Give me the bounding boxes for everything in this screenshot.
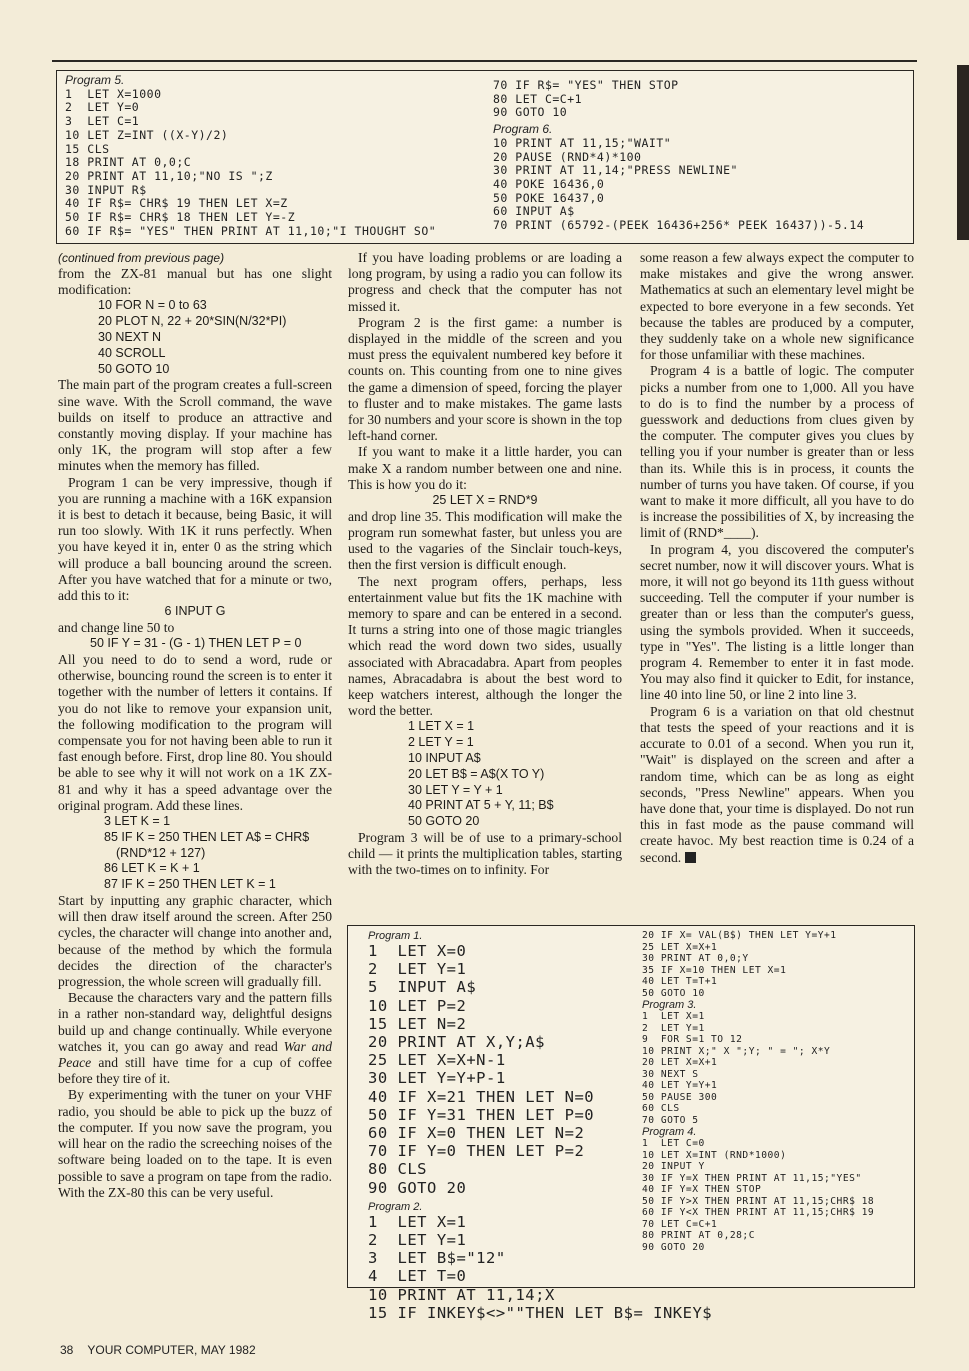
code-line: (RND*12 + 127) [116,845,206,860]
code-line: 20 LET B$ = A$(X TO Y) [408,766,545,781]
code-line: 15 LET N=2 [368,1014,467,1033]
code-line: 20 PLOT N, 22 + 20*SIN(N/32*PI) [98,314,287,329]
program-1-label: Program 1. [368,930,423,942]
code-line: 40 LET T=T+1 [642,976,718,987]
code-line: 10 PRINT AT 11,14;X [368,1285,555,1304]
paragraph: By experimenting with the tuner on your VHF radio, you should be able to pick up the buzz of the computer. If you now save the program, you will hear on the radio the screeching noises of the software being loaded on to the tape. It is even possible to save a program on tape from the radio. With the ZX-80 this can be very useful. [58,1087,332,1200]
code-line: 30 INPUT R$ [65,182,147,197]
program-4-label: Program 4. [642,1126,697,1138]
code-line: 10 PRINT AT 11,15;"WAIT" [493,135,672,150]
code-line: 10 LET Z=INT ((X-Y)/2) [65,127,229,142]
program-5-label: Program 5. [65,73,125,87]
end-of-article-icon [685,852,696,863]
code-line: 40 PRINT AT 5 + Y, 11; B$ [408,798,554,813]
code-line: 40 IF R$= CHR$ 19 THEN LET X=Z [65,196,288,211]
paragraph: The next program offers, perhaps, less entertainment value but fits the 1K machine with memory to spare and can be entered in a second. It turns a string into one of those magic triangles which read the word down two sides, usually associated with Abracadabra. Apart from peoples names, Abracadabra is about the best word to keep watchers interest, although the longer the word the better. [348,573,622,719]
top-listing-box [56,70,914,244]
code-line: 70 GOTO 5 [642,1114,699,1126]
code-line: 2 LET Y = 1 [408,735,474,750]
code-line: 25 LET X=X+N-1 [368,1051,506,1070]
code-line: 30 LET Y = Y + 1 [408,782,503,797]
paragraph: and change line 50 to [58,620,175,636]
code-line: 10 PRINT X;" X ";Y; " = "; X*Y [642,1045,831,1057]
continued-note: (continued from previous page) [58,251,225,265]
article-column-1 [58,250,332,1201]
code-line: 10 LET P=2 [368,996,467,1015]
paragraph: Program 1 can be very impressive, though if you are running a machine with a 16K expansion it is best to detach it because, being Basic, it will run too slowly. With 1K it runs perfectly. When you have keyed it in, enter 0 as the string which will produce a ball bouncing around the screen. After you have watched that for a minute or two, add this to it: [58,474,332,604]
code-line: 30 NEXT S [642,1068,699,1080]
code-line: 90 GOTO 20 [368,1178,467,1197]
code-line: 5 INPUT A$ [368,978,477,997]
code-line: 50 IF Y>X THEN PRINT AT 11,15;CHR$ 18 [642,1195,875,1207]
book-title: War and Peace [58,1038,333,1071]
paragraph: Program 3 will be of use to a primary-school child — it prints the multiplication tables, starting with the two-times on to infinity. For [348,830,622,878]
page-footer [60,1343,256,1357]
code-line: 30 IF Y=X THEN PRINT AT 11,15;"YES" [642,1172,862,1184]
code-line: 30 PRINT AT 0,0;Y [642,953,749,964]
code-line: 18 PRINT AT 0,0;C [65,155,192,170]
code-line: 40 SCROLL [98,345,166,360]
code-line: 40 IF Y=X THEN STOP [642,1184,762,1195]
code-line: 90 GOTO 10 [493,105,568,120]
code-line: 50 PAUSE 300 [642,1091,718,1103]
code-line: 70 IF Y=0 THEN LET P=2 [368,1142,585,1161]
code-line: 20 PRINT AT X,Y;A$ [368,1033,545,1052]
code-line: 86 LET K = K + 1 [104,861,200,876]
article-column-2 [348,250,622,879]
page-number: 38 [60,1343,74,1357]
program-3-label: Program 3. [642,999,697,1011]
code-line: 3 LET K = 1 [104,814,171,829]
article-column-3 [640,250,914,866]
paragraph: All you need to do to send a word, rude or otherwise, bouncing round the screen is to enter it together with the number of letters it contains. If you do not like to remove your expansion unit, the following modification to the program will compensate you for not having been able to run it fast enough before. First, drop line 80. You should be able to see why it will not work on a 1K ZX-81 and why it has a speed advantage over the original program. Add these lines. [58,652,332,813]
code-line: 60 CLS [642,1103,680,1114]
bottom-listing-box [347,925,915,1322]
code-line: 30 LET Y=Y+P-1 [368,1069,506,1088]
code-line: 50 GOTO 20 [408,814,480,829]
paragraph: some reason a few always expect the computer to make mistakes and give the wrong answer. Mathematics at such an elementary level might be expected to bore everyone in a few seconds. Yet because the tables are produced by a computer, they suddenly take on a whole new significance for those unfamiliar with these machines. [640,250,914,363]
code-line: 30 NEXT N [98,330,161,344]
code-line: 3 LET C=1 [65,114,140,129]
code-line: 20 PAUSE (RND*4)*100 [493,149,642,164]
code-line: 70 PRINT (65792-(PEEK 16436+256* PEEK 16437))-5.14 [493,218,865,233]
code-line: 15 IF INKEY$<>""THEN LET B$= INKEY$ [368,1303,713,1322]
code-line: 90 GOTO 20 [642,1241,705,1253]
paragraph [640,704,914,866]
code-line: 25 LET X = RND*9 [432,493,538,508]
program-5-column [65,74,436,238]
code-line: 35 IF X=10 THEN LET X=1 [642,964,787,976]
code-line: 6 INPUT G [164,604,226,619]
paragraph: In program 4, you discovered the computer's secret number, now it will discover yours. What is more, it will not go beyond its 11th guess without succeeding. Tell the computer if your number is greater than or less than the computer's guess, using the symbols provided. When it succeeds, type in "Yes". The listing is a little longer than program 4. Remember to enter it in fast mode. You may also find it quicker to Edit, for instance, line 40 into line 50, or line 2 into line 3. [640,541,914,703]
code-line: 50 IF Y = 31 - (G - 1) THEN LET P = 0 [90,636,302,651]
code-line: 70 LET C=C+1 [642,1218,718,1230]
code-line: 1 LET X=0 [368,942,467,960]
publication-name: YOUR COMPUTER, MAY 1982 [87,1343,256,1357]
code-line: 40 IF X=21 THEN LET N=0 [368,1087,595,1106]
code-line: 50 IF Y=31 THEN LET P=0 [368,1105,595,1124]
code-line: 10 INPUT A$ [408,751,481,766]
code-line: 20 PRINT AT 11,10;"NO IS ";Z [65,168,273,183]
programs-2-3-4-column [642,930,874,1253]
code-line: 85 IF K = 250 THEN LET A$ = CHR$ [104,829,310,844]
program-6-column [493,79,864,233]
paragraph: Start by inputting any graphic character, which will then draw itself around the screen. After 250 cycles, the character will change into another and, because of the method by which the formula decides the direction of the character's progression, the whole screen will gradually fill. [58,893,332,990]
code-line: 80 LET C=C+1 [493,91,583,106]
code-line: 70 IF R$= "YES" THEN STOP [493,78,679,92]
program-6-label: Program 6. [493,122,553,137]
code-line: 50 GOTO 10 [642,987,705,999]
code-line: 20 LET X=X+1 [642,1057,718,1068]
paragraph: The main part of the program creates a full-screen sine wave. With the Scroll command, the wave builds on itself to produce an attractive and constantly moving display. If your machine has only 1K, the program will stop after a few minutes when the memory has filled. [58,377,332,474]
code-line: 9 FOR S=1 TO 12 [642,1034,743,1045]
paragraph: If you have loading problems or are loading a long program, by using a radio you can follow its progress and check that the computer has not missed it. [348,250,622,314]
paragraph: Program 4 is a battle of logic. The computer picks a number from one to 1,000. All you have to do is to find the number by a process of guesswork and deductions from clues given by the computer. The computer gives you clues by telling you if your number is greater than or less than its. While this is in process, it counts the number of turns you have taken. Of course, if you want to make it more difficult, all you have to do is increase the possibilities of X, by increasing the limit of (RND*____). [640,363,914,541]
code-line: 1 LET X=1000 [65,86,162,101]
code-line: 15 CLS [65,141,110,156]
code-line: 50 POKE 16437,0 [493,190,605,205]
paragraph: Because the characters vary and the pattern fills in a rather non-standard way, delightful designs build up and change continually. While everyone watches it, you can go away and read War and Peace and still have time for a cup of coffee before they tire of it. [58,990,333,1087]
paragraph: Program 2 is the first game: a number is displayed in the middle of the screen and you must press the equivalent numbered key before it counts on. This counting from one to nine gives the game a dimension of speed, forcing the player to fluster and to make mistakes. The game lasts for 30 numbers and your score is shown in the top left-hand corner. [348,314,622,444]
code-line: 2 LET Y=1 [642,1022,705,1034]
code-line: 4 LET T=0 [368,1267,467,1286]
code-line: 1 LET X=1 [642,1011,705,1022]
code-line: 80 CLS [368,1160,427,1179]
code-line: 2 LET Y=1 [368,1231,467,1250]
code-line: 1 LET C=0 [642,1138,705,1149]
program-2-label: Program 2. [368,1200,423,1213]
code-line: 80 PRINT AT 0,28;C [642,1230,755,1241]
code-line: 60 IF R$= "YES" THEN PRINT AT 11,10;"I THOUGHT SO" [65,223,437,238]
code-line: 20 IF X= VAL(B$) THEN LET Y=Y+1 [642,930,837,941]
code-line: 1 LET X = 1 [408,719,475,734]
top-rule [52,60,917,62]
paragraph: and drop line 35. This modification will make the program run somewhat faster, but unless you are used to the vagaries of the Sinclair touch-keys, then the first version is difficult enough. [348,508,622,573]
paragraph: If you want to make it a little harder, you can make X a random number between one and nine. This is how you do it: [348,444,622,492]
code-line: 10 FOR N = 0 to 63 [98,298,207,313]
code-line: 30 PRINT AT 11,14;"PRESS NEWLINE" [493,163,738,178]
code-line: 60 IF X=0 THEN LET N=2 [368,1124,585,1143]
code-line: 25 LET X=X+1 [642,941,718,953]
code-line: 10 LET X=INT (RND*1000) [642,1149,787,1161]
code-line: 50 GOTO 10 [98,361,170,376]
paragraph: from the ZX-81 manual but has one slight modification: [58,266,332,298]
code-line: 1 LET X=1 [368,1212,467,1231]
code-line: 40 POKE 16436,0 [493,176,605,191]
code-line: 2 LET Y=1 [368,960,467,979]
page-edge [957,65,969,240]
code-line: 20 INPUT Y [642,1161,705,1172]
code-line: 87 IF K = 250 THEN LET K = 1 [104,877,276,892]
code-line: 60 INPUT A$ [493,204,575,219]
code-line: 2 LET Y=0 [65,100,140,115]
code-line: 40 LET Y=Y+1 [642,1080,718,1091]
code-line: 3 LET B$="12" [368,1249,506,1268]
code-line: 60 IF Y<X THEN PRINT AT 11,15;CHR$ 19 [642,1207,875,1218]
code-line: 50 IF R$= CHR$ 18 THEN LET Y=-Z [65,210,296,225]
paragraph-text: Program 6 is a variation on that old chestnut that tests the speed of your reactions and it is accurate to 0.01 of a second. When you run it, "Wait" is displayed on the screen and after a random time, which can be as long as eight seconds, "Press Newline" appears. When you have done that, your time is displayed. Do not run this in fast mode as the pause command will create havoc. My best reaction time is 0.24 of a second. [640,703,914,865]
